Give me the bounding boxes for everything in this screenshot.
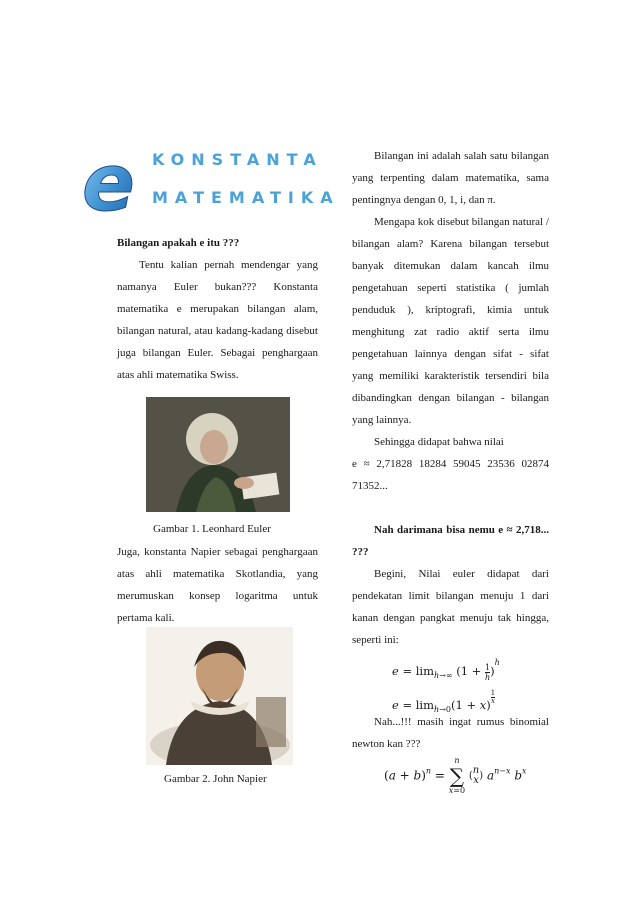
- caption-napier: Gambar 2. John Napier: [164, 773, 267, 785]
- binomial-intro: [352, 711, 549, 755]
- blank-line: [352, 497, 549, 519]
- binomial-formula: $(a + b)^n$ = n ∑ x=0 ( n x ) $a^{n-x}$ $b^x$: [384, 756, 527, 795]
- e-value: e ≈ 2,71828 18284 59045 23536 02874 71352...: [352, 458, 549, 492]
- natural-number-paragraph: Mengapa kok disebut bilangan natural / bilangan alam? Karena bilangan tersebut banyak ditemukan dalam kancah ilmu pengetahuan seperti statistika ( jumlah penduduk ), kriptografi, kimia untuk menghitung zat radio aktif serta ilmu pengetahuan lainnya dengan sifat - sifat yang memiliki karakteristik tersendiri bila dibandingkan dengan bilangan - bilangan yang lainnya.: [352, 216, 549, 426]
- limit-formula-1: $e = \lim_{h\to\infty} (1$ + $\frac{1}{h}$ )$^h$: [392, 658, 500, 682]
- binomial-paragraph: Nah...!!! masih ingat rumus binomial newton kan ???: [352, 716, 549, 750]
- right-column: [352, 145, 549, 651]
- limit-paragraph: Begini, Nilai euler didapat dari pendekatan limit bilangan menuju 1 dari kanan dengan pangkat menuju tak hingga, seperti ini:: [352, 568, 549, 646]
- left-column-mid: [117, 541, 318, 629]
- title-line-1: KONSTANTA: [152, 150, 323, 169]
- euler-portrait: [146, 397, 290, 512]
- caption-euler: Gambar 1. Leonhard Euler: [153, 523, 271, 535]
- left-column-top: [117, 232, 318, 386]
- title-line-2: MATEMATIKA: [152, 188, 340, 207]
- value-intro: Sehingga didapat bahwa nilai: [374, 436, 504, 448]
- napier-paragraph: Juga, konstanta Napier sebagai penghargaan atas ahli matematika Skotlandia, yang merumuskan konsep logaritma untuk pertama kali.: [117, 546, 318, 624]
- heading-what-is-e: Bilangan apakah e itu ???: [117, 237, 240, 249]
- svg-text:e: e: [82, 152, 135, 214]
- heading-where-from: Nah darimana bisa nemu e ≈ 2,718... ???: [352, 524, 549, 558]
- intro-paragraph: Tentu kalian pernah mendengar yang namanya Euler bukan??? Konstanta matematika e merupakan bilangan alam, bilangan natural, atau kadang-kadang disebut juga bilangan Euler. Sebagai penghargaan atas ahli matematika Swiss.: [117, 259, 318, 381]
- limit-formula-2: $e = \lim_{h\to 0}(1 + x)$ $\frac{1}{x}$: [392, 689, 496, 714]
- importance-paragraph: Bilangan ini adalah salah satu bilangan yang terpenting dalam matematika, sama pentingnya dengan 0, 1, i, dan π.: [352, 150, 549, 206]
- logo-e-icon: [82, 152, 140, 214]
- napier-portrait: [146, 627, 293, 765]
